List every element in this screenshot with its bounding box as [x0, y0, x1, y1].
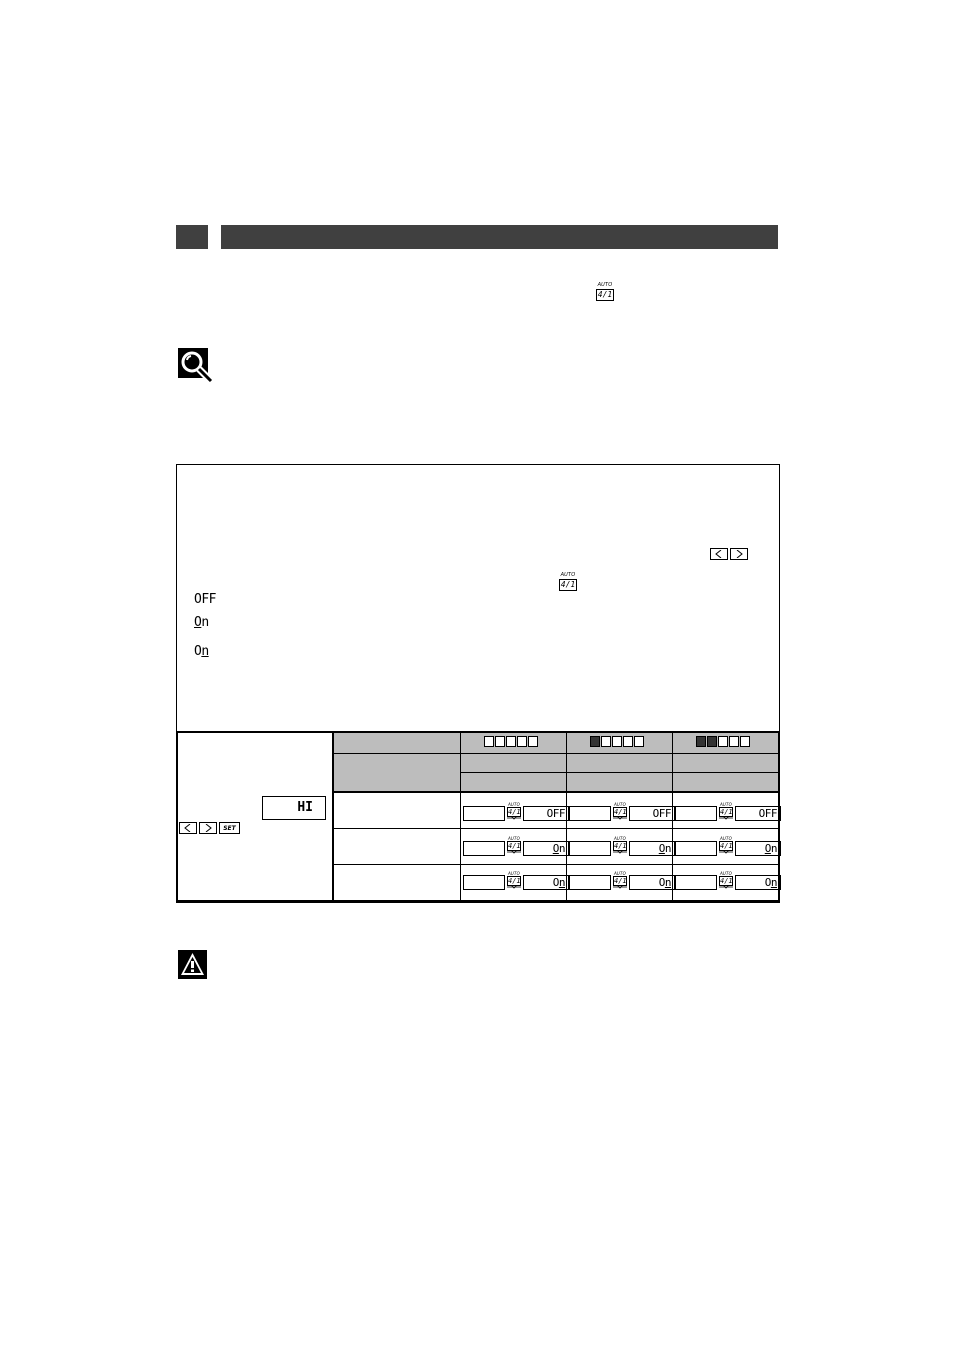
table-border-left	[176, 731, 178, 902]
state-on-second	[194, 645, 209, 659]
table-hline-3	[334, 791, 778, 793]
state-on-second-first: O	[194, 644, 202, 659]
nav-keys-table	[179, 822, 240, 834]
table-border-top	[176, 731, 780, 733]
display-blank	[569, 875, 611, 890]
col-sub-1a	[461, 754, 566, 772]
auto-4-1-icon: AUTO 4/1	[613, 802, 627, 820]
section-number-bar	[176, 225, 208, 249]
auto-4-1-icon: AUTO 4/1	[719, 836, 733, 854]
display-blank	[675, 841, 717, 856]
display-value-on-first: On	[523, 841, 569, 856]
display-value-on-second: On	[735, 875, 781, 890]
state-on-first	[194, 616, 209, 630]
auto-4-1-icon: AUTO 4/1	[719, 871, 733, 889]
col-sub-2a	[567, 754, 672, 772]
auto-4-1-icon: AUTO 4/1	[507, 836, 521, 854]
state-off: OFF	[194, 592, 216, 607]
display-blank	[463, 875, 505, 890]
section-title-bar	[221, 225, 778, 249]
display-blank	[463, 841, 505, 856]
nav-keys	[710, 548, 748, 560]
col-sub-1b	[461, 773, 566, 791]
magnifier-icon	[178, 348, 214, 384]
state-on-second-underlined: n	[201, 644, 209, 659]
hi-display: HI	[262, 796, 326, 820]
table-hline-2	[460, 772, 778, 773]
right-arrow-key	[730, 548, 748, 560]
table-border-bottom	[176, 900, 780, 902]
table-divider-col1	[460, 731, 461, 902]
auto-4-1-icon: AUTO 4/1	[613, 836, 627, 854]
table-hline-1	[334, 753, 778, 754]
state-on-first-rest: n	[201, 615, 209, 630]
set-key: SET	[219, 822, 240, 834]
display-value-on-first: On	[629, 841, 675, 856]
right-arrow-key	[199, 822, 217, 834]
level-indicator-2	[590, 736, 644, 747]
left-arrow-key	[179, 822, 197, 834]
level-indicator-3	[696, 736, 750, 747]
display-value-on-first: On	[735, 841, 781, 856]
auto-4-1-icon: AUTO 4/1	[507, 871, 521, 889]
auto-4-1-icon: AUTO 4/1	[719, 802, 733, 820]
display-blank	[675, 806, 717, 821]
table-hline-5	[334, 864, 778, 865]
display-value-on-second: On	[523, 875, 569, 890]
col-sub-3a	[673, 754, 779, 772]
table-header-label	[334, 733, 460, 753]
level-indicator-1	[484, 736, 538, 747]
left-arrow-key	[710, 548, 728, 560]
warning-icon	[178, 950, 207, 979]
col-sub-3b	[673, 773, 779, 791]
table-divider-left	[332, 731, 334, 902]
display-blank	[675, 875, 717, 890]
auto-4-1-icon: AUTO 4/1	[507, 802, 521, 820]
display-value: OFF	[735, 806, 781, 821]
display-blank	[569, 841, 611, 856]
display-value: OFF	[629, 806, 675, 821]
col-sub-2b	[567, 773, 672, 791]
display-blank	[569, 806, 611, 821]
auto-4-1-icon: AUTO 4/1	[597, 282, 613, 299]
state-on-first-underlined: O	[194, 615, 202, 630]
display-value-on-second: On	[629, 875, 675, 890]
table-subheader-label	[334, 754, 460, 791]
table-hline-4	[334, 828, 778, 829]
auto-4-1-icon: AUTO 4/1	[560, 572, 576, 589]
display-value: OFF	[523, 806, 569, 821]
auto-4-1-icon: AUTO 4/1	[613, 871, 627, 889]
display-blank	[463, 806, 505, 821]
